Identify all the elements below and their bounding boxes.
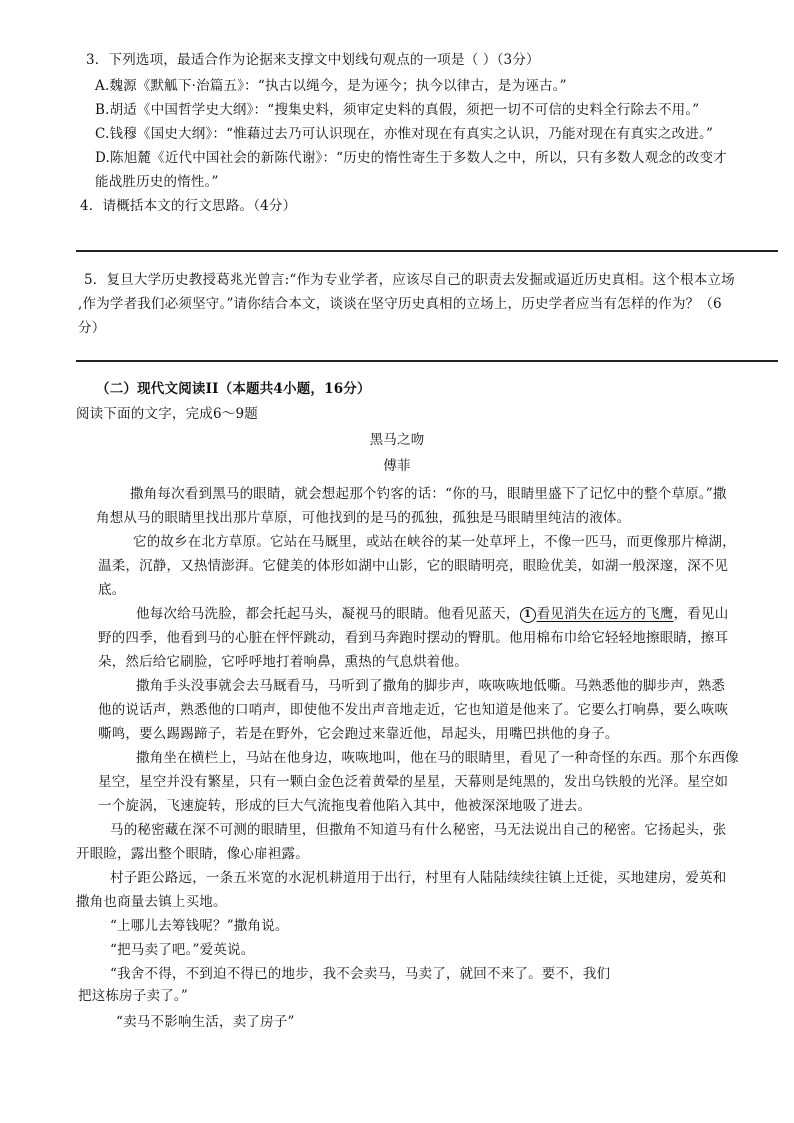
passage-author: 傅菲 (383, 458, 411, 474)
paragraph-5-line-2: 星空，星空并没有繁星，只有一颗白金色泛着黄晕的星星，天幕则是纯黑的，发出乌铁般的光泽。星空如 (98, 774, 729, 790)
answer-line-5 (76, 360, 778, 362)
answer-line-4 (76, 250, 778, 252)
question-5-line-2: ,作为学者我们必须坚守。”请你结合本文，谈谈在坚守历史真相的立场上，历史学者应当有怎样的作为？（6 (78, 296, 722, 312)
paragraph-5-line-1: 撒角坐在横栏上，马站在他身边，咴咴地叫，他在马的眼睛里，看见了一种奇怪的东西。那个东西像 (136, 750, 739, 766)
paragraph-2-line-1: 它的故乡在北方草原。它站在马厩里，或站在峡谷的某一处草坪上，不像一匹马，而更像那片樟湖， (133, 534, 736, 550)
paragraph-3-line-3: 朵，然后给它刷脸，它呼呼地打着响鼻，熏热的气息烘着他。 (98, 654, 468, 670)
paragraph-3-line-2: 野的四季，他看到马的心脏在怦怦跳动，看到马奔跑时摆动的臀肌。他用棉布巾给它轻轻地擦眼睛，擦耳 (98, 630, 729, 646)
dialogue-4: “卖马不影响生活，卖了房子” (116, 1014, 295, 1030)
passage-title: 黑马之吻 (369, 432, 425, 448)
question-3-option-d: D.陈旭麓《近代中国社会的新陈代谢》：“历史的惰性寄生于多数人之中，所以，只有多数人观念的改变才 (95, 150, 727, 166)
paragraph-3-text-b: ，看见山 (673, 606, 729, 622)
paragraph-1-line-1: 撒角每次看到黑马的眼睛，就会想起那个钓客的话：“你的马，眼睛里盛下了记忆中的整个草原。”撒 (130, 486, 727, 502)
paragraph-7-line-2: 撒角也商量去镇上买地。 (76, 894, 227, 910)
marker-circle-1: 1 (520, 607, 536, 623)
dialogue-3-line-1: “我舍不得，不到迫不得已的地步，我不会卖马，马卖了，就回不来了。要不，我们 (110, 966, 611, 982)
question-5-line-3: 分） (78, 320, 106, 336)
question-3-option-d-cont: 能战胜历史的惰性。” (95, 174, 219, 190)
section-instruction: 阅读下面的文字，完成6～9题 (76, 406, 258, 422)
paragraph-4-line-1: 撒角手头没事就会去马厩看马，马听到了撒角的脚步声，咴咴咴地低嘶。马熟悉他的脚步声，熟悉 (136, 678, 726, 694)
question-3-option-a: A.魏源《默觚下·治篇五》：“执古以绳今，是为诬今；执今以律古，是为诬古。” (95, 78, 567, 94)
paragraph-2-line-2: 温柔，沉静，又热情澎湃。它健美的体形如湖中山影，它的眼睛明亮，眼睑优美，如湖一般深邃，深不见 (98, 558, 729, 574)
question-5-line-1: 5．复旦大学历史教授葛兆光曾言:“作为专业学者，应该尽自己的职责去发掘或逼近历史真相。这个根本立场 (84, 272, 735, 288)
paragraph-6-line-2: 开眼睑，露出整个眼睛，像心扉袒露。 (76, 846, 309, 862)
section-heading: （二）现代文阅读II（本题共4小题，16分） (96, 381, 371, 397)
paragraph-3-text-a: 他每次给马洗脸，都会托起马头，凝视马的眼睛。他看见蓝天， (136, 606, 520, 622)
question-3-option-b: B.胡适《中国哲学史大纲》：“搜集史料，须审定史料的真假，须把一切不可信的史料全行除去不用。” (95, 102, 700, 118)
dialogue-1: “上哪儿去筹钱呢？”撒角说。 (110, 918, 289, 934)
paragraph-3-line-1 (136, 604, 728, 624)
paragraph-5-line-3: 一个旋涡，飞速旋转，形成的巨大气流拖曳着他陷入其中，他被深深地吸了进去。 (98, 798, 592, 814)
paragraph-6-line-1: 马的秘密藏在深不可测的眼睛里，但撒角不知道马有什么秘密，马无法说出自己的秘密。它扬起头，张 (110, 822, 727, 838)
paragraph-4-line-2: 他的说话声，熟悉他的口哨声，即使他不发出声音地走近，它也知道是他来了。它要么打响鼻，要么咴咴 (98, 702, 729, 718)
dialogue-3-line-2: 把这栋房子卖了。” (78, 988, 188, 1004)
paragraph-4-line-3: 嘶鸣，要么踢踢蹄子，若是在野外，它会跑过来靠近他，昂起头，用嘴巴拱他的身子。 (98, 726, 619, 742)
paragraph-2-line-3: 底。 (98, 582, 126, 598)
question-4: 4．请概括本文的行文思路。（4分） (80, 198, 297, 214)
question-3-stem: 3．下列选项，最适合作为论据来支撑文中划线句观点的一项是（ ）（3分） (86, 52, 540, 68)
dialogue-2: “把马卖了吧。”爱英说。 (110, 942, 255, 958)
paragraph-1-line-2: 角想从马的眼睛里找出那片草原，可他找到的是马的孤独，孤独是马眼睛里纯洁的液体。 (96, 510, 631, 526)
question-3-option-c: C.钱穆《国史大纲》：“惟藉过去乃可认识现在，亦惟对现在有真实之认识，乃能对现在有真实之改进。” (95, 126, 714, 142)
underlined-sentence: 看见消失在远方的飞鹰 (536, 606, 674, 622)
paragraph-7-line-1: 村子距公路远，一条五米宽的水泥机耕道用于出行，村里有人陆陆续续往镇上迁徙，买地建房，爱英和 (110, 870, 727, 886)
